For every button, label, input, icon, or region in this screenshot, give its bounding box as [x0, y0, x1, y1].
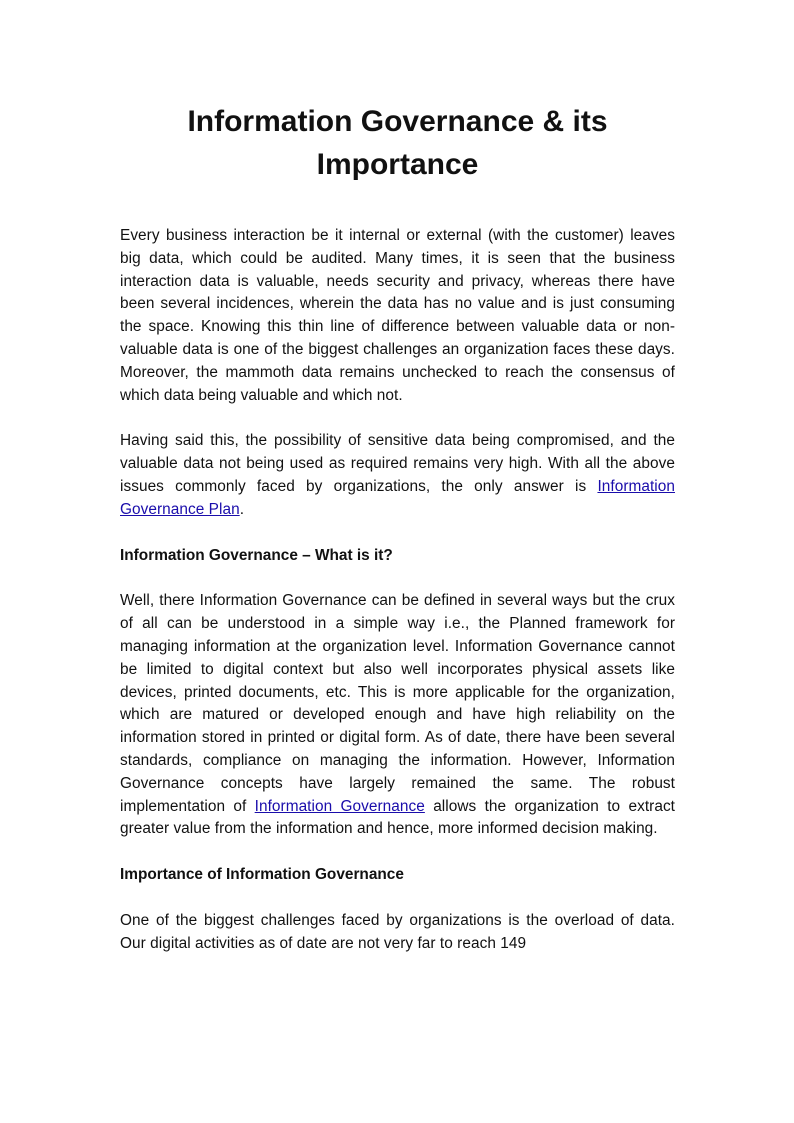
- information-governance-link[interactable]: Information Governance: [254, 797, 425, 815]
- paragraph-text: allows the organization to extract greater value from the information and hence, more informed decision making.: [120, 797, 676, 838]
- paragraph-text: Having said this, the possibility of sensitive data being compromised, and the valuable data not being used as required remains very high. With all the above issues commonly faced by organizations, the only answer is: [120, 432, 675, 495]
- paragraph-intro: Every business interaction be it internal or external (with the customer) leaves big data, which could be audited. Many times, it is seen that the business interaction data is valuable, needs security and privacy, whereas there have been several incidences, wherein the data has no value and is just consuming the space. Knowing this thin line of difference between valuable data or non-valuable data is one of the biggest challenges an organization faces these days. Moreover, the mammoth data remains unchecked to reach the consensus of which data being valuable and which not.: [120, 227, 675, 404]
- document-title: Information Governance & its Importance: [187, 105, 608, 181]
- section-heading-importance: Importance of Information Governance: [120, 866, 404, 884]
- document-page: [120, 100, 675, 979]
- paragraph-importance: One of the biggest challenges faced by organizations is the overload of data. Our digital activities as of date are not very far to reach 149: [120, 911, 675, 952]
- document-body: [120, 225, 675, 956]
- paragraph-text: Well, there Information Governance can be defined in several ways but the crux of all can be understood in a simple way i.e., the Planned framework for managing information at the organization level. Information Governance cannot be limited to digital context but also well incorporates physical assets like devices, printed documents, etc. This is more applicable for the organization, which are matured or developed enough and have high reliability on the information stored in printed or digital form. As of date, there have been several standards, compliance on managing the information. However, Information Governance concepts have largely remained the same. The robust implementation of: [120, 592, 675, 815]
- paragraph-text: .: [239, 500, 245, 518]
- section-heading-what-is-it: Information Governance – What is it?: [120, 546, 393, 564]
- information-governance-plan-link[interactable]: Information Governance Plan: [120, 477, 675, 518]
- paragraph-governance-plan: [120, 430, 675, 521]
- paragraph-definition: [120, 590, 675, 841]
